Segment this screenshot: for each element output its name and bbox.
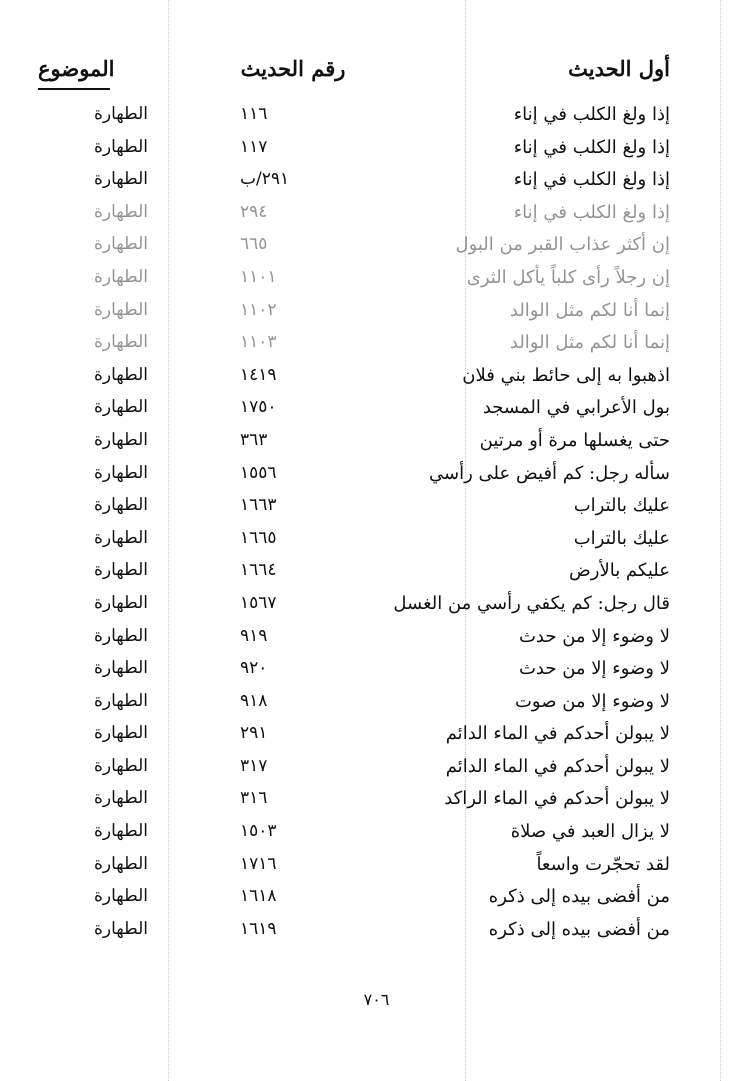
table-row	[38, 721, 670, 754]
table-row	[38, 917, 670, 950]
header-topic: الموضوع	[38, 56, 115, 81]
hadith-first-words: عليك بالتراب	[573, 527, 670, 549]
hadith-first-words: من أفضى بيده إلى ذكره	[488, 918, 670, 940]
hadith-first-words: من أفضى بيده إلى ذكره	[488, 886, 670, 908]
hadith-number: ٣١٧	[240, 755, 268, 776]
table-row	[38, 526, 670, 559]
hadith-topic: الطهارة	[94, 723, 148, 744]
hadith-topic: الطهارة	[94, 136, 148, 157]
hadith-number: ٩١٩	[240, 625, 268, 646]
hadith-number: ٢٩٤	[240, 201, 268, 222]
table-row	[38, 363, 670, 396]
hadith-number: ٢٩١/ب	[240, 169, 290, 190]
table-header	[38, 56, 670, 88]
hadith-topic: الطهارة	[94, 625, 148, 646]
hadith-topic: الطهارة	[94, 821, 148, 842]
hadith-topic: الطهارة	[94, 918, 148, 939]
hadith-topic: الطهارة	[94, 364, 148, 385]
hadith-topic: الطهارة	[94, 592, 148, 613]
scan-guide-line	[720, 0, 721, 1081]
hadith-first-words: إن أكثر عذاب القبر من البول	[455, 234, 670, 256]
table-row	[38, 102, 670, 135]
hadith-number: ١٥٦٧	[240, 592, 277, 613]
hadith-first-words: عليكم بالأرض	[569, 560, 670, 582]
hadith-first-words: سأله رجل: كم أفيض على رأسي	[429, 462, 670, 484]
hadith-number: ١٦٦٤	[240, 560, 277, 581]
hadith-topic: الطهارة	[94, 560, 148, 581]
table-row	[38, 298, 670, 331]
table-row	[38, 330, 670, 363]
hadith-topic: الطهارة	[94, 462, 148, 483]
hadith-topic: الطهارة	[94, 397, 148, 418]
hadith-number: ٣١٦	[240, 788, 268, 809]
hadith-first-words: إذا ولغ الكلب في إناء	[513, 201, 670, 223]
table-row	[38, 135, 670, 168]
hadith-number: ١١٠١	[240, 266, 277, 287]
table-row	[38, 265, 670, 298]
hadith-number: ١٤١٩	[240, 364, 277, 385]
hadith-topic: الطهارة	[94, 201, 148, 222]
hadith-number: ٦٦٥	[240, 234, 268, 255]
hadith-number: ١٦١٩	[240, 918, 277, 939]
hadith-number: ١١٧	[240, 136, 268, 157]
table-row	[38, 591, 670, 624]
hadith-number: ٢٩١	[240, 723, 268, 744]
table-row	[38, 558, 670, 591]
hadith-first-words: إنما أنا لكم مثل الوالد	[509, 332, 670, 354]
hadith-first-words: لا يبولن أحدكم في الماء الدائم	[445, 723, 670, 745]
header-first-words: أول الحديث	[568, 56, 670, 81]
table-row	[38, 428, 670, 461]
hadith-number: ١٦١٨	[240, 886, 277, 907]
hadith-first-words: لا وضوء إلا من حدث	[518, 658, 670, 680]
hadith-number: ٩٢٠	[240, 658, 268, 679]
table-row	[38, 232, 670, 265]
hadith-number: ١٥٥٦	[240, 462, 277, 483]
hadith-topic: الطهارة	[94, 755, 148, 776]
hadith-number: ١١٠٢	[240, 299, 277, 320]
hadith-topic: الطهارة	[94, 690, 148, 711]
hadith-first-words: عليك بالتراب	[573, 495, 670, 517]
table-row	[38, 884, 670, 917]
hadith-first-words: إنما أنا لكم مثل الوالد	[509, 299, 670, 321]
table-row	[38, 395, 670, 428]
table-row	[38, 656, 670, 689]
hadith-first-words: لا يبولن أحدكم في الماء الراكد	[444, 788, 670, 810]
hadith-first-words: إذا ولغ الكلب في إناء	[513, 136, 670, 158]
hadith-topic: الطهارة	[94, 332, 148, 353]
hadith-topic: الطهارة	[94, 886, 148, 907]
hadith-topic: الطهارة	[94, 527, 148, 548]
hadith-first-words: بول الأعرابي في المسجد	[482, 397, 670, 419]
hadith-number: ١١٦	[240, 104, 268, 124]
hadith-first-words: لا يزال العبد في صلاة	[510, 821, 670, 843]
table-row	[38, 786, 670, 819]
hadith-topic: الطهارة	[94, 169, 148, 190]
table-row	[38, 852, 670, 885]
hadith-first-words: إذا ولغ الكلب في إناء	[513, 104, 670, 125]
hadith-index-table	[38, 102, 670, 949]
hadith-topic: الطهارة	[94, 495, 148, 516]
hadith-topic: الطهارة	[94, 853, 148, 874]
hadith-number: ١١٠٣	[240, 332, 277, 353]
page-number: ٧٠٦	[363, 990, 390, 1009]
hadith-first-words: لقد تحجّرت واسعاً	[536, 853, 670, 875]
header-hadith-number: رقم الحديث	[240, 56, 346, 81]
hadith-number: ١٦٦٥	[240, 527, 277, 548]
header-topic-underline	[38, 88, 110, 90]
hadith-first-words: حتى يغسلها مرة أو مرتين	[479, 429, 670, 451]
table-row	[38, 493, 670, 526]
hadith-first-words: قال رجل: كم يكفي رأسي من الغسل	[393, 592, 670, 614]
hadith-topic: الطهارة	[94, 234, 148, 255]
hadith-topic: الطهارة	[94, 299, 148, 320]
table-row	[38, 461, 670, 494]
hadith-first-words: لا يبولن أحدكم في الماء الدائم	[445, 755, 670, 777]
table-row	[38, 819, 670, 852]
hadith-first-words: إن رجلاً رأى كلباً يأكل الثرى	[466, 266, 670, 288]
hadith-first-words: لا وضوء إلا من حدث	[518, 625, 670, 647]
hadith-first-words: لا وضوء إلا من صوت	[514, 690, 670, 712]
table-row	[38, 689, 670, 722]
table-row	[38, 754, 670, 787]
hadith-topic: الطهارة	[94, 429, 148, 450]
hadith-number: ٣٦٣	[240, 429, 268, 450]
hadith-first-words: اذهبوا به إلى حائط بني فلان	[462, 364, 670, 386]
hadith-number: ١٧٥٠	[240, 397, 277, 418]
table-row	[38, 624, 670, 657]
hadith-number: ٩١٨	[240, 690, 268, 711]
table-row	[38, 200, 670, 233]
hadith-topic: الطهارة	[94, 788, 148, 809]
hadith-number: ١٦٦٣	[240, 495, 277, 516]
hadith-first-words: إذا ولغ الكلب في إناء	[513, 169, 670, 191]
hadith-number: ١٥٠٣	[240, 821, 277, 842]
hadith-topic: الطهارة	[94, 658, 148, 679]
hadith-topic: الطهارة	[94, 266, 148, 287]
hadith-topic: الطهارة	[94, 104, 148, 124]
hadith-number: ١٧١٦	[240, 853, 277, 874]
table-row	[38, 167, 670, 200]
